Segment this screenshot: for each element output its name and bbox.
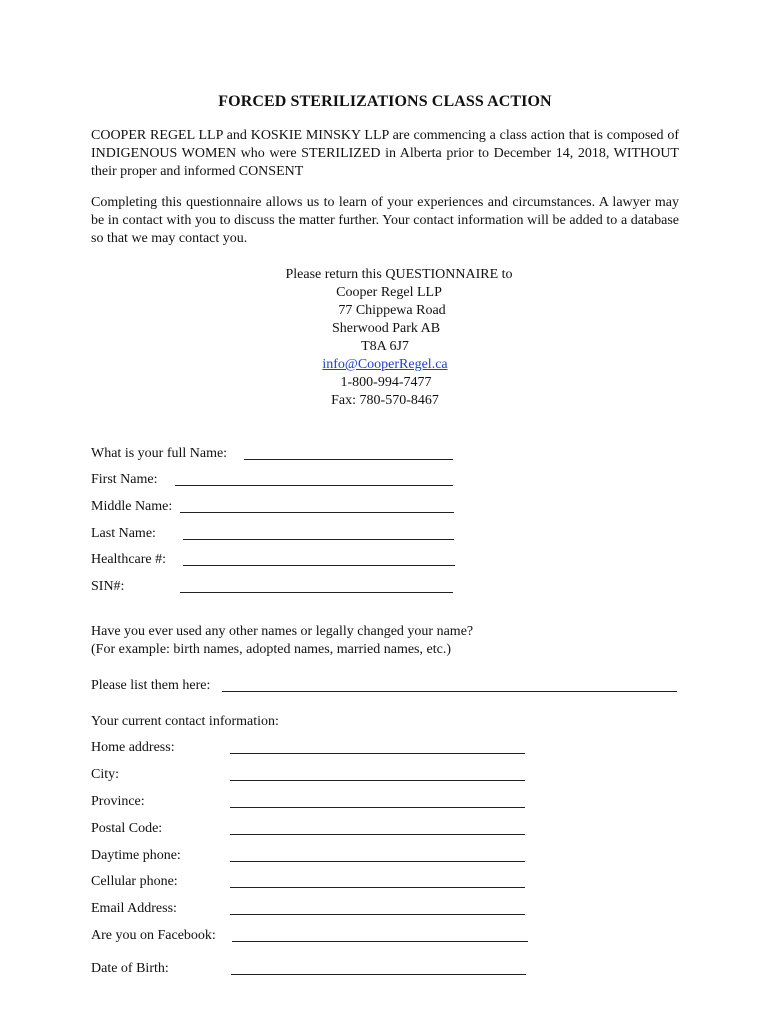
contact-heading: Your current contact information: xyxy=(91,714,279,729)
healthcare-field[interactable] xyxy=(183,565,455,566)
list-names-label: Please list them here: xyxy=(91,678,211,693)
other-names-example: (For example: birth names, adopted names, married names, etc.) xyxy=(91,642,451,657)
sin-label: SIN#: xyxy=(91,579,125,594)
facebook-label: Are you on Facebook: xyxy=(91,928,216,943)
dob-label: Date of Birth: xyxy=(91,961,169,976)
first-name-label: First Name: xyxy=(91,472,158,487)
intro-paragraph: COOPER REGEL LLP and KOSKIE MINSKY LLP are commencing a class action that is composed of INDIGENOUS WOMEN who were STERILIZED in Alberta prior to December 14, 2018, WITHOUT their proper and informed CONSENT xyxy=(91,128,679,179)
last-name-field[interactable] xyxy=(183,539,454,540)
daytime-phone-label: Daytime phone: xyxy=(91,848,181,863)
healthcare-label: Healthcare #: xyxy=(91,552,167,567)
other-names-question: Have you ever used any other names or legally changed your name? xyxy=(91,624,474,639)
document-title: FORCED STERILIZATIONS CLASS ACTION xyxy=(218,93,552,110)
first-name-field[interactable] xyxy=(175,485,453,486)
dob-field[interactable] xyxy=(231,974,526,975)
home-address-field[interactable] xyxy=(230,753,525,754)
province-label: Province: xyxy=(91,794,145,809)
middle-name-field[interactable] xyxy=(180,512,454,513)
email-address-field[interactable] xyxy=(230,914,525,915)
facebook-field[interactable] xyxy=(232,941,528,942)
last-name-label: Last Name: xyxy=(91,526,156,541)
city-province: Sherwood Park AB xyxy=(331,321,441,336)
street-address: 77 Chippewa Road xyxy=(338,303,446,318)
return-heading: Please return this QUESTIONNAIRE to xyxy=(285,267,513,282)
middle-name-label: Middle Name: xyxy=(91,499,173,514)
email-link[interactable]: info@CooperRegel.ca xyxy=(322,357,448,372)
cellular-phone-label: Cellular phone: xyxy=(91,874,178,889)
cellular-phone-field[interactable] xyxy=(230,887,525,888)
fax-number: Fax: 780-570-8467 xyxy=(331,393,439,408)
full-name-label: What is your full Name: xyxy=(91,446,228,461)
email-address-label: Email Address: xyxy=(91,901,177,916)
province-field[interactable] xyxy=(230,807,525,808)
postal-code-field[interactable] xyxy=(230,834,525,835)
postal-code: T8A 6J7 xyxy=(361,339,409,354)
phone-number: 1-800-994-7477 xyxy=(340,375,432,390)
home-address-label: Home address: xyxy=(91,740,175,755)
other-names-field[interactable] xyxy=(222,691,677,692)
sin-field[interactable] xyxy=(180,592,453,593)
firm-name: Cooper Regel LLP xyxy=(336,285,442,300)
postal-code-label: Postal Code: xyxy=(91,821,163,836)
return-address-block xyxy=(0,266,770,410)
city-label: City: xyxy=(91,767,120,782)
daytime-phone-field[interactable] xyxy=(230,861,525,862)
purpose-paragraph: Completing this questionnaire allows us to learn of your experiences and circumstances. A lawyer may be in contact with you to discuss the matter further. Your contact information will be added to a database so that we may contact you. xyxy=(91,195,679,246)
full-name-field[interactable] xyxy=(244,459,453,460)
city-field[interactable] xyxy=(230,780,525,781)
